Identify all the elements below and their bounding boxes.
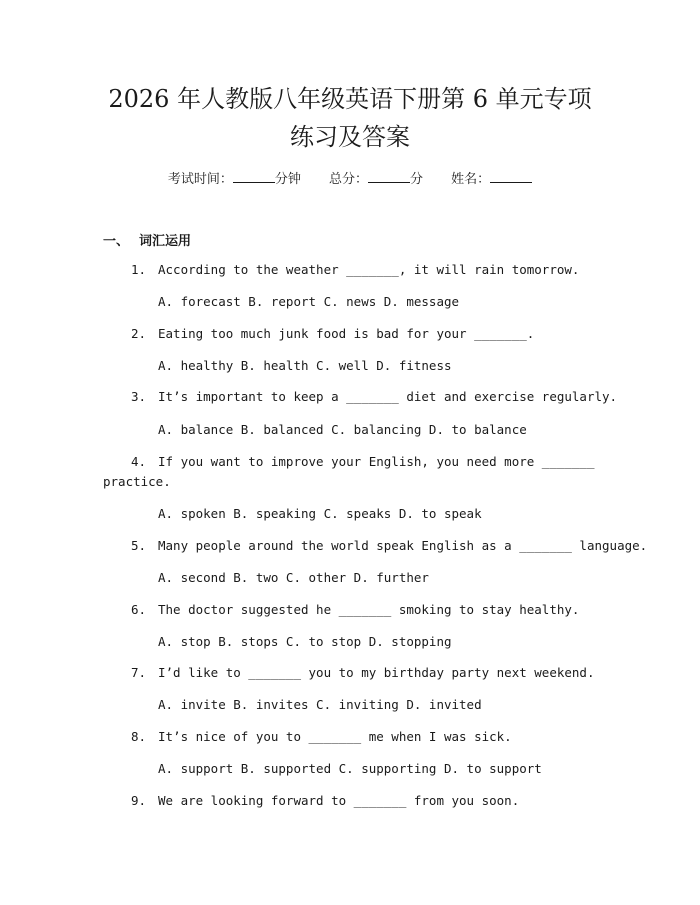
question-number: 6. — [131, 602, 147, 617]
question-4-options: A. spoken B. speaking C. speaks D. to speak — [158, 506, 482, 521]
question-1 — [131, 260, 579, 280]
question-number: 4. — [131, 454, 147, 469]
question-1-options: A. forecast B. report C. news D. message — [158, 294, 460, 309]
question-text: If you want to improve your English, you need more _______ — [158, 454, 595, 469]
question-3 — [131, 387, 617, 407]
question-text: Many people around the world speak English as a _______ language. — [158, 538, 648, 553]
question-number: 3. — [131, 389, 147, 404]
question-8 — [131, 727, 512, 747]
question-text: The doctor suggested he _______ smoking to stay healthy. — [158, 602, 580, 617]
question-7 — [131, 663, 595, 683]
total-score-field — [329, 168, 423, 187]
question-9 — [131, 791, 519, 811]
question-4 — [131, 452, 595, 472]
student-name-blank — [490, 170, 532, 183]
section-heading — [103, 230, 191, 249]
question-7-options: A. invite B. invites C. inviting D. invited — [158, 697, 482, 712]
question-number: 7. — [131, 665, 147, 680]
total-score-blank — [368, 170, 410, 183]
total-score-label: 总分： — [328, 172, 368, 187]
student-name-label: 姓名： — [451, 172, 491, 187]
question-text: It’s nice of you to _______ me when I was sick. — [158, 729, 512, 744]
section-number: 一、 — [103, 234, 130, 249]
exam-time-blank — [233, 170, 275, 183]
question-3-options: A. balance B. balanced C. balancing D. to balance — [158, 422, 527, 437]
question-5 — [131, 536, 647, 556]
question-number: 2. — [131, 326, 147, 341]
question-text: We are looking forward to _______ from you soon. — [158, 793, 520, 808]
question-6-options: A. stop B. stops C. to stop D. stopping — [158, 634, 452, 649]
document-title-line-2: 练习及答案 — [290, 123, 410, 151]
question-number: 5. — [131, 538, 147, 553]
exam-info-bar — [0, 168, 700, 187]
question-number: 8. — [131, 729, 147, 744]
exam-time-field — [168, 168, 301, 187]
question-2 — [131, 324, 534, 344]
exam-time-label: 考试时间： — [167, 172, 233, 187]
total-score-unit: 分 — [410, 172, 424, 187]
question-number: 9. — [131, 793, 147, 808]
question-text: It’s important to keep a _______ diet and exercise regularly. — [158, 389, 618, 404]
exam-time-unit: 分钟 — [274, 172, 301, 187]
question-4-continuation: practice. — [103, 474, 171, 489]
question-8-options: A. support B. supported C. supporting D. to support — [158, 761, 542, 776]
question-text: According to the weather _______, it will rain tomorrow. — [158, 262, 580, 277]
question-2-options: A. healthy B. health C. well D. fitness — [158, 358, 452, 373]
question-6 — [131, 600, 579, 620]
question-text: I’d like to _______ you to my birthday party next weekend. — [158, 665, 595, 680]
question-text: Eating too much junk food is bad for your _______. — [158, 326, 535, 341]
question-number: 1. — [131, 262, 147, 277]
question-5-options: A. second B. two C. other D. further — [158, 570, 429, 585]
section-title: 词汇运用 — [139, 234, 192, 249]
document-title-line-1: 2026 年人教版八年级英语下册第 6 单元专项 — [108, 85, 592, 113]
student-name-field — [451, 168, 532, 187]
